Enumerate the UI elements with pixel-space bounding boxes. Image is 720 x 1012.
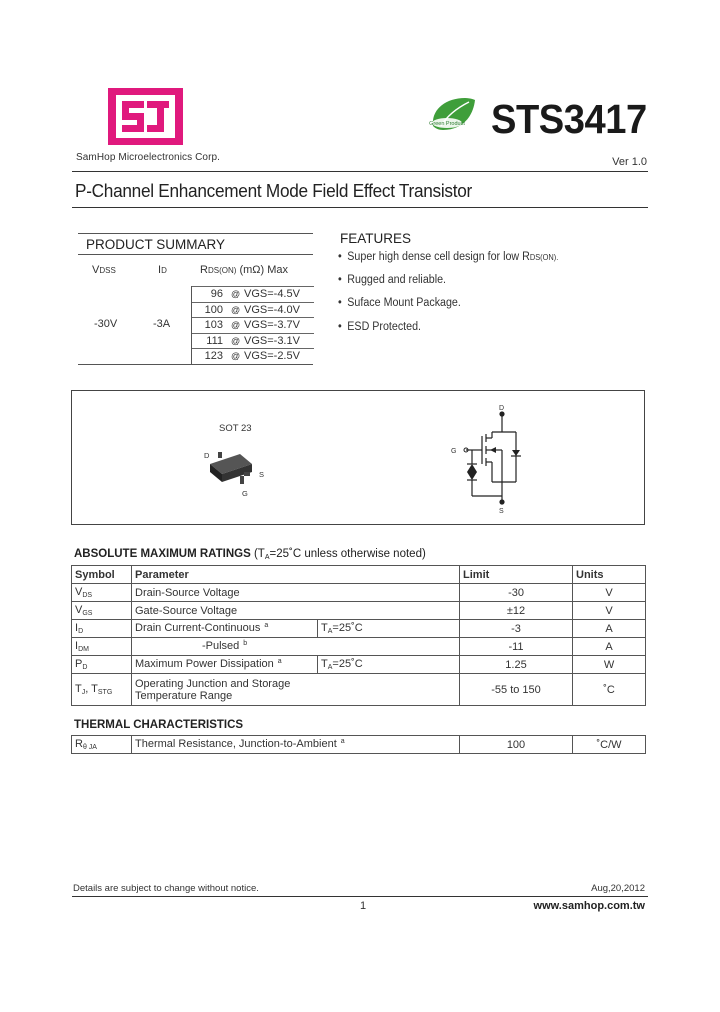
- parameter-header: Parameter: [132, 566, 460, 584]
- header-rule: [72, 171, 648, 172]
- schematic-gate-label: G: [451, 448, 457, 455]
- footer-rule: [72, 896, 648, 897]
- title-rule: [72, 207, 648, 208]
- table-row: PD Maximum Power Dissipation $^a$ TA=25˚C 1.25 W: [72, 656, 646, 674]
- package-box: [71, 390, 645, 525]
- website-link[interactable]: www.samhop.com.tw: [533, 900, 645, 912]
- table-row: VDS Drain-Source Voltage -30 V: [72, 584, 646, 602]
- table-header-row: [72, 566, 646, 584]
- features-heading: FEATURES: [340, 231, 412, 246]
- abs-max-title: ABSOLUTE MAXIMUM RATINGS (TA=25˚C unless otherwise noted): [74, 548, 426, 561]
- sot23-package-drawing: [200, 446, 280, 500]
- package-label: SOT 23: [219, 423, 252, 434]
- units-header: Units: [573, 566, 646, 584]
- rds-row: 96 @ VGS=-4.5V: [192, 286, 314, 303]
- limit-header: Limit: [460, 566, 573, 584]
- rds-row: 100 @ VGS=-4.0V: [192, 302, 314, 319]
- schematic-source-label: S: [499, 508, 504, 515]
- rds-values: [191, 286, 314, 364]
- page-number: 1: [360, 900, 367, 912]
- table-row: TJ, TSTG Operating Junction and Storage Temperature Range -55 to 150 ˚C: [72, 674, 646, 706]
- id-header: ID: [158, 264, 167, 276]
- pin-d-label: D: [204, 451, 210, 460]
- pin-s-label: S: [259, 470, 265, 479]
- footer-notice: Details are subject to change without notice.: [73, 883, 259, 894]
- feature-item: • Super high dense cell design for low RDS(ON).: [338, 251, 559, 263]
- product-summary-heading: PRODUCT SUMMARY: [78, 233, 313, 255]
- version: Ver 1.0: [612, 156, 647, 168]
- table-row: VGS Gate-Source Voltage ±12 V: [72, 602, 646, 620]
- feature-item: • Suface Mount Package.: [338, 297, 461, 309]
- abs-max-table: [71, 565, 646, 706]
- thermal-table: [71, 735, 646, 754]
- table-row: IDM -Pulsed $^b$ -11 A: [72, 638, 646, 656]
- rds-row: 123 @ VGS=-2.5V: [192, 348, 314, 365]
- company-name: SamHop Microelectronics Corp.: [76, 152, 221, 163]
- rds-row: 103 @ VGS=-3.7V: [192, 317, 314, 334]
- document-title: P-Channel Enhancement Mode Field Effect Transistor: [75, 180, 472, 201]
- thermal-title: THERMAL CHARACTERISTICS: [74, 719, 244, 731]
- feature-item: • ESD Protected.: [338, 321, 422, 333]
- samhop-logo: [108, 88, 183, 145]
- footer-date: Aug,20,2012: [591, 883, 645, 894]
- product-summary-table: [78, 256, 313, 365]
- bullet-icon: •: [338, 251, 342, 263]
- part-number: STS3417: [491, 96, 647, 142]
- id-value: -3A: [153, 318, 171, 330]
- bullet-icon: •: [338, 274, 342, 286]
- symbol-header: Symbol: [72, 566, 132, 584]
- table-row: Rθ JA Thermal Resistance, Junction-to-Ambient $^a$ 100 ˚C/W: [72, 736, 646, 754]
- table-row: ID Drain Current-Continuous $^a$ TA=25˚C -3 A: [72, 620, 646, 638]
- bullet-icon: •: [338, 321, 342, 333]
- vdss-value: -30V: [94, 318, 118, 330]
- vdss-header: VDSS: [92, 264, 116, 276]
- green-logo-text: Green Product: [429, 121, 465, 127]
- schematic-drain-label: D: [499, 405, 505, 412]
- feature-item: • Rugged and reliable.: [338, 274, 447, 286]
- rds-row: 111 @ VGS=-3.1V: [192, 333, 314, 350]
- rds-header: RDS(ON) (mΩ) Max: [200, 264, 289, 276]
- bullet-icon: •: [338, 297, 342, 309]
- green-product-logo: [427, 96, 477, 136]
- mosfet-schematic: [446, 400, 536, 516]
- pin-g-label: G: [242, 489, 248, 498]
